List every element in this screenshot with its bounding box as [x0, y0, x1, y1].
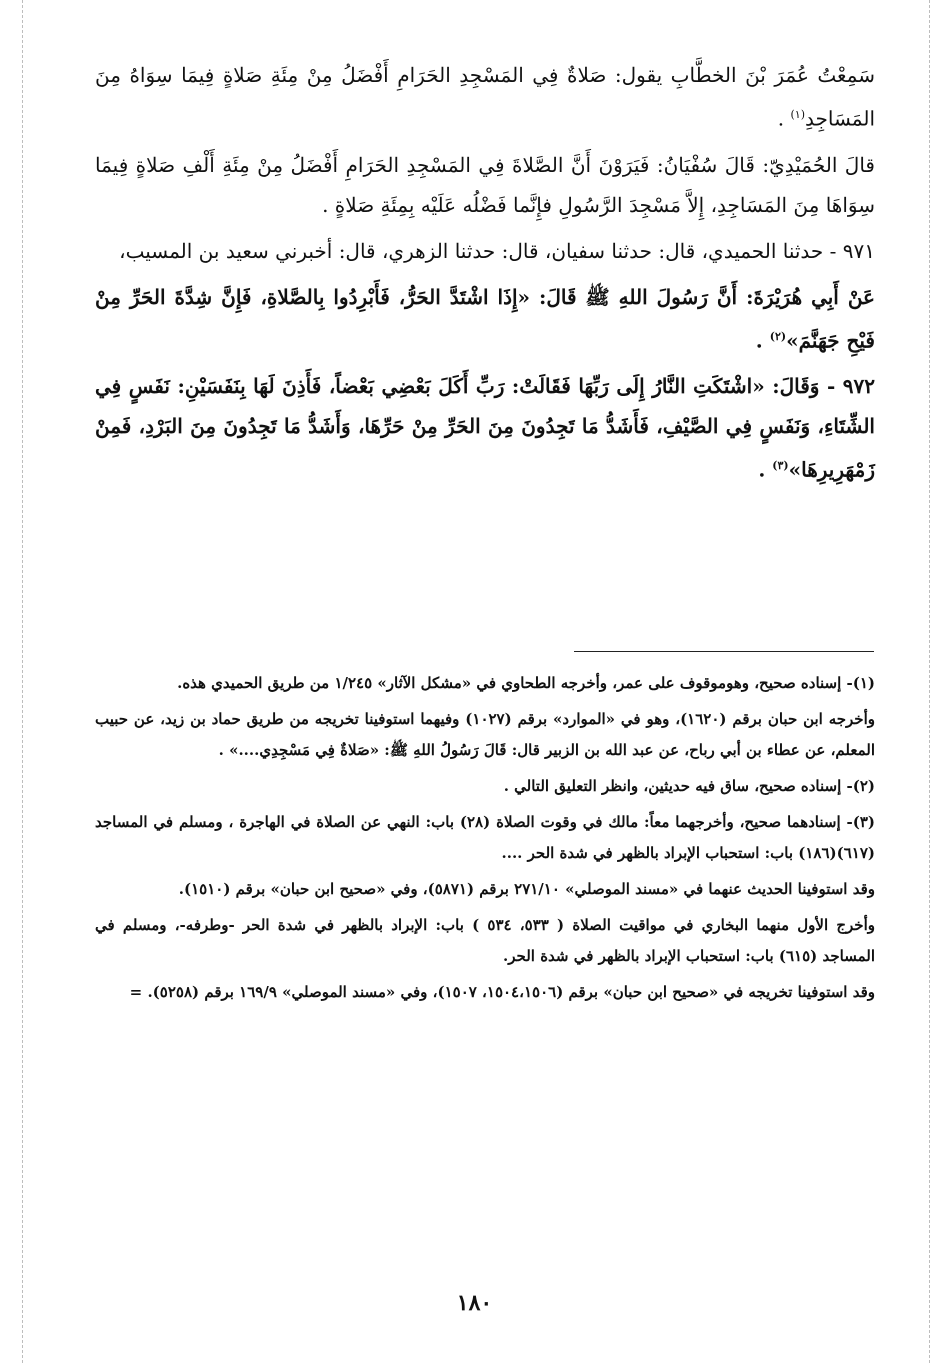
- paragraph-3: ٩٧١ - حدثنا الحميدي، قال: حدثنا سفيان، قال: حدثنا الزهري، قال: أخبرني سعيد بن المسيب،: [119, 238, 875, 263]
- footnote-1-continued: وأخرجه ابن حبان برقم (١٦٢٠)، وهو في «الموارد» برقم (١٠٢٧) وفيهما استوفينا تخريجه من طريق حماد بن زيد، عن حبيب المعلم، عن عطاء بن أبي رباح، عن عبد الله بن الزبير قال: قَالَ رَسُولُ اللهِ ﷺ: «صَلاةٌ فِي مَسْجِدِي....» .: [95, 710, 875, 759]
- page-number: ١٨٠: [456, 1290, 493, 1316]
- footnote-1: (١)- إسناده صحيح، وهوموقوف على عمر، وأخرجه الطحاوي في «مشكل الآثار» ١/٢٤٥ من طريق الحميدي هذه.: [177, 674, 875, 692]
- footnote-ref-2: (٢): [769, 329, 787, 343]
- paragraph-1-end: .: [777, 106, 785, 131]
- footnote-3: (٣)- إسنادهما صحيح، وأخرجهما معاً: مالك في وقوت الصلاة (٢٨) باب: النهي عن الصلاة في الهاجرة ، ومسلم في المساجد (٦١٧)(١٨٦) باب: استحباب الإبراد بالظهر في شدة الحر ....: [95, 813, 876, 862]
- footnote-ref-3: (٣): [772, 459, 789, 473]
- footnote-3-continued-c: وقد استوفينا تخريجه في «صحيح ابن حبان» برقم (١٥٠٤،١٥٠٦، ١٥٠٧)، وفي «مسند الموصلي» ١٦٩/٩ برقم (٥٢٥٨). =: [129, 983, 875, 1001]
- paragraph-2: قالَ الحُمَيْدِيّ: قَالَ سُفْيَانُ: فَيَرَوْنَ أَنَّ الصَّلاةَ فِي المَسْجِدِ الحَرَامِ أَفْضَلُ مِنْ مِئَةِ أَلْفِ صَلاةٍ فِيمَا سِوَاهَا مِنَ المَسَاجِدِ، إِلاَّ مَسْجِدَ الرَّسُولِ فإِنَّما فَضْلُه عَلَيْه بِمِئَةِ صَلاةٍ .: [95, 152, 875, 217]
- paragraph-1-text: سَمِعْتُ عُمَرَ بْنَ الخطَّابِ يقول: صَلاةٌ فِي المَسْجِدِ الحَرَامِ أَفْضَلُ مِنْ مِئَةِ صَلاةٍ فِيمَا سِوَاهُ مِنَ المَسَاجِدِ: [95, 63, 875, 131]
- main-text: [95, 55, 875, 496]
- footnote-3-continued-b: وأخرج الأول منهما البخاري في مواقيت الصلاة ( ٥٣٣، ٥٣٤ ) باب: الإبراد بالظهر في شدة الحر -وطرفه-، ومسلم في المساجد (٦١٥) باب: استحباب الإبراد بالظهر في شدة الحر.: [95, 916, 875, 965]
- paragraph-1: [95, 55, 875, 139]
- paragraph-4-text: عَنْ أَبِي هُرَيْرَةَ: أَنَّ رَسُولَ اللهِ ﷺ قَالَ: «إِذَا اشْتَدَّ الحَرُّ، فَأَبْرِدُوا بِالصَّلاةِ، فَإِنَّ شِدَّةَ الحَرِّ مِنْ فَيْحِ جَهَنَّمَ»: [95, 284, 875, 353]
- footnote-separator: [574, 651, 874, 652]
- left-dashed-guide: [22, 0, 23, 1363]
- paragraph-4: [95, 277, 875, 361]
- footnote-ref-1: (١): [790, 108, 805, 121]
- footnotes: [95, 668, 875, 1013]
- paragraph-5-end: .: [758, 457, 766, 482]
- paragraph-4-end: .: [755, 328, 763, 353]
- right-dashed-guide: [929, 0, 930, 1363]
- paragraph-5: [95, 366, 875, 490]
- footnote-2: (٢)- إسناده صحيح، ساق فيه حديثين، وانظر التعليق التالي .: [503, 777, 875, 795]
- paragraph-5-text: ٩٧٢ - وَقَالَ: «اشْتَكَتِ النَّارُ إِلَى رَبِّهَا فَقَالَتْ: رَبِّ أَكَلَ بَعْضِي بَعْضاً، فَأَذِنَ لَهَا بِنَفَسَيْنِ: نَفَسٍ فِي الشِّتَاءِ، وَنَفَسٍ فِي الصَّيْفِ، فَأَشَدُّ مَا تَجِدُونَ مِنَ الحَرِّ مِنْ حَرِّهَا، وَأَشَدُّ مَا تَجِدُونَ مِنَ البَرْدِ، فَمِنْ زَمْهَرِيرِهَا»: [95, 374, 875, 482]
- footnote-3-continued-a: وقد استوفينا الحديث عنهما في «مسند الموصلي» ٢٧١/١٠ برقم (٥٨٧١)، وفي «صحيح ابن حبان» برقم (١٥١٠).: [178, 880, 875, 898]
